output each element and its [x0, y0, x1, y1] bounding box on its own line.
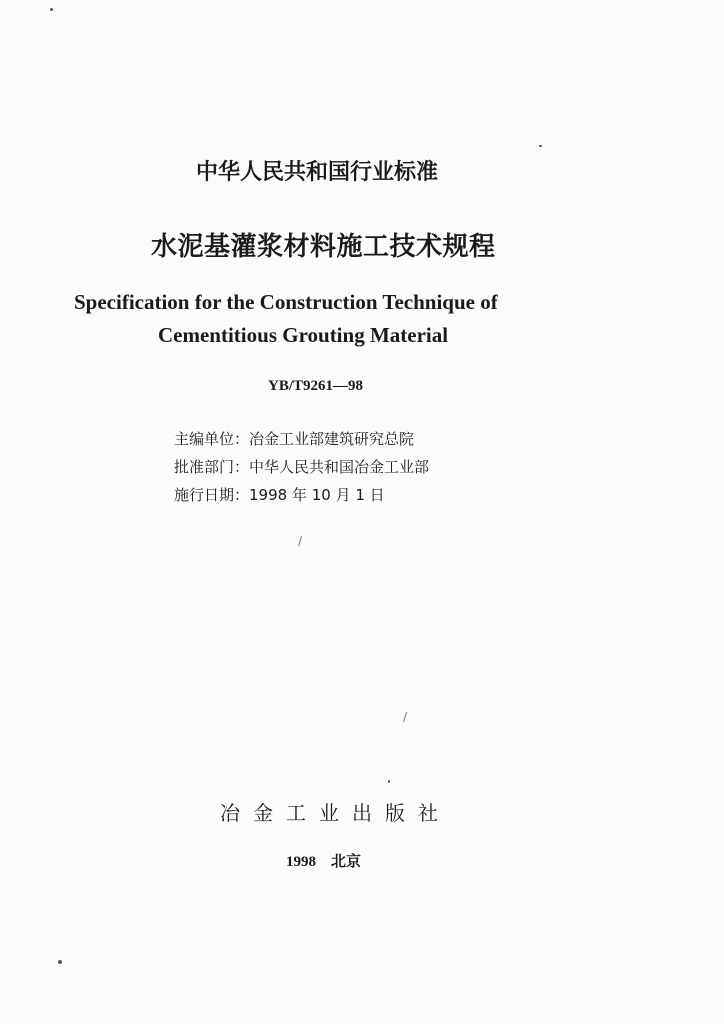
meta-effective-date: [174, 481, 429, 509]
scan-mark: /: [298, 534, 303, 548]
meta-value: 中华人民共和国冶金工业部: [249, 458, 430, 476]
meta-editor-unit: [174, 425, 429, 453]
meta-label: 施行日期：: [174, 486, 250, 504]
standard-category: 中华人民共和国行业标准: [196, 160, 439, 185]
scan-speck: [58, 960, 62, 964]
scan-speck: [388, 780, 390, 783]
meta-label: 批准部门：: [174, 458, 250, 476]
title-english-line-1: Specification for the Construction Technique of: [74, 290, 498, 314]
title-english-line-2: Cementitious Grouting Material: [158, 323, 449, 347]
publisher-name: 冶金工业出版社: [220, 801, 451, 825]
meta-label: 主编单位：: [174, 430, 250, 448]
title-chinese: 水泥基灌浆材料施工技术规程: [151, 232, 496, 262]
publication-meta: [174, 425, 429, 509]
meta-value: 冶金工业部建筑研究总院: [249, 430, 415, 448]
meta-approval-dept: [174, 453, 429, 481]
standard-code: YB/T9261—98: [268, 378, 364, 394]
publication-year-place: 1998 北京: [286, 854, 362, 870]
meta-value: 1998 年 10 月 1 日: [249, 486, 385, 504]
scan-mark: /: [403, 710, 408, 724]
scan-speck: [539, 145, 542, 147]
scan-speck: [50, 8, 53, 11]
